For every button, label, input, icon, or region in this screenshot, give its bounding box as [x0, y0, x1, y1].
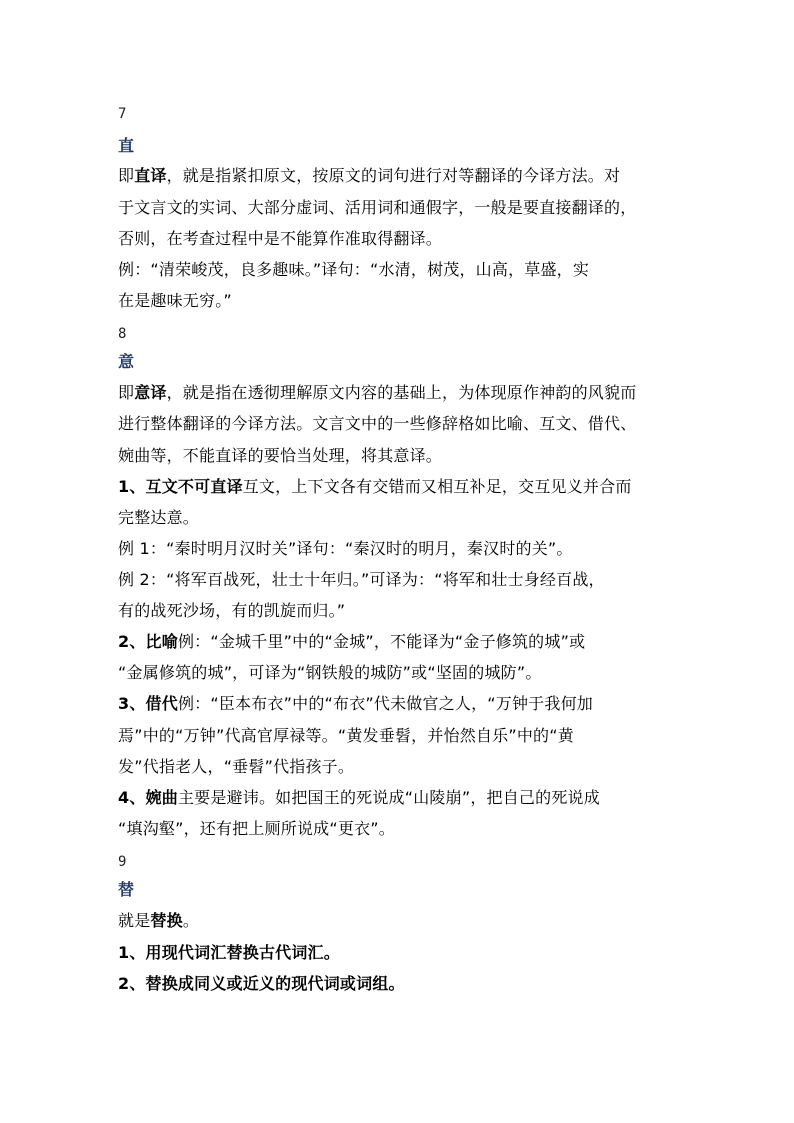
paragraph-line: 否则，在考查过程中是不能算作准取得翻译。: [118, 229, 443, 248]
paragraph-line: 婉曲等，不能直译的要恰当处理，将其意译。: [118, 446, 443, 465]
example-line: 有的战死沙场，有的凯旋而归。”: [118, 601, 346, 620]
list-item: 1、用现代词汇替换古代词汇。: [118, 943, 340, 962]
example-line: 例 1：“秦时明月汉时关”译句：“秦汉时的明月，秦汉时的关”。: [118, 539, 573, 558]
paragraph-line: 进行整体翻译的今译方法。文言文中的一些修辞格如比喻、互文、借代、: [118, 414, 637, 433]
list-item-continuation: 完整达意。: [118, 508, 200, 527]
section-heading: 意: [118, 352, 135, 371]
list-item: 2、替换成同义或近义的现代词或词组。: [118, 974, 405, 993]
section-number: 7: [118, 106, 127, 122]
paragraph-line: 就是替换。: [118, 911, 200, 930]
list-item-continuation: 焉”中的“万钟”代高官厚禄等。“黄发垂髫，并怡然自乐”中的“黄: [118, 726, 574, 745]
list-item-continuation: “金属修筑的城”，可译为“钢铁般的城防”或“坚固的城防”。: [118, 663, 542, 682]
list-item: 1、互文不可直译互文，上下文各有交错而又相互补足，交互见义并合而: [118, 477, 632, 496]
section-number: 8: [118, 326, 127, 342]
example-line: 例：“清荣峻茂，良多趣味。”译句：“水清，树茂，山高，草盛，实: [118, 260, 590, 279]
example-line: 例 2：“将军百战死，壮士十年归。”可译为：“将军和壮士身经百战，: [118, 570, 605, 589]
list-item-continuation: “填沟壑”，还有把上厕所说成“更衣”。: [118, 819, 395, 838]
paragraph-line: 即直译，就是指紧扣原文，按原文的词句进行对等翻译的今译方法。对: [118, 166, 621, 185]
list-item: 2、比喻例：“金城千里”中的“金城”，不能译为“金子修筑的城”或: [118, 632, 586, 651]
section-heading: 替: [118, 880, 135, 899]
section-heading: 直: [118, 136, 135, 155]
paragraph-line: 即意译，就是指在透彻理解原文内容的基础上，为体现原作神韵的风貌而: [118, 383, 637, 402]
paragraph-line: 于文言文的实词、大部分虚词、活用词和通假字，一般是要直接翻译的，: [118, 198, 637, 217]
list-item-continuation: 发”代指老人，“垂髫”代指孩子。: [118, 757, 355, 776]
list-item: 4、婉曲主要是避讳。如把国王的死说成“山陵崩”，把自己的死说成: [118, 788, 600, 807]
list-item: 3、借代例：“臣本布衣”中的“布衣”代未做官之人，“万钟于我何加: [118, 694, 593, 713]
example-line: 在是趣味无穷。”: [118, 291, 232, 310]
section-number: 9: [118, 854, 127, 870]
